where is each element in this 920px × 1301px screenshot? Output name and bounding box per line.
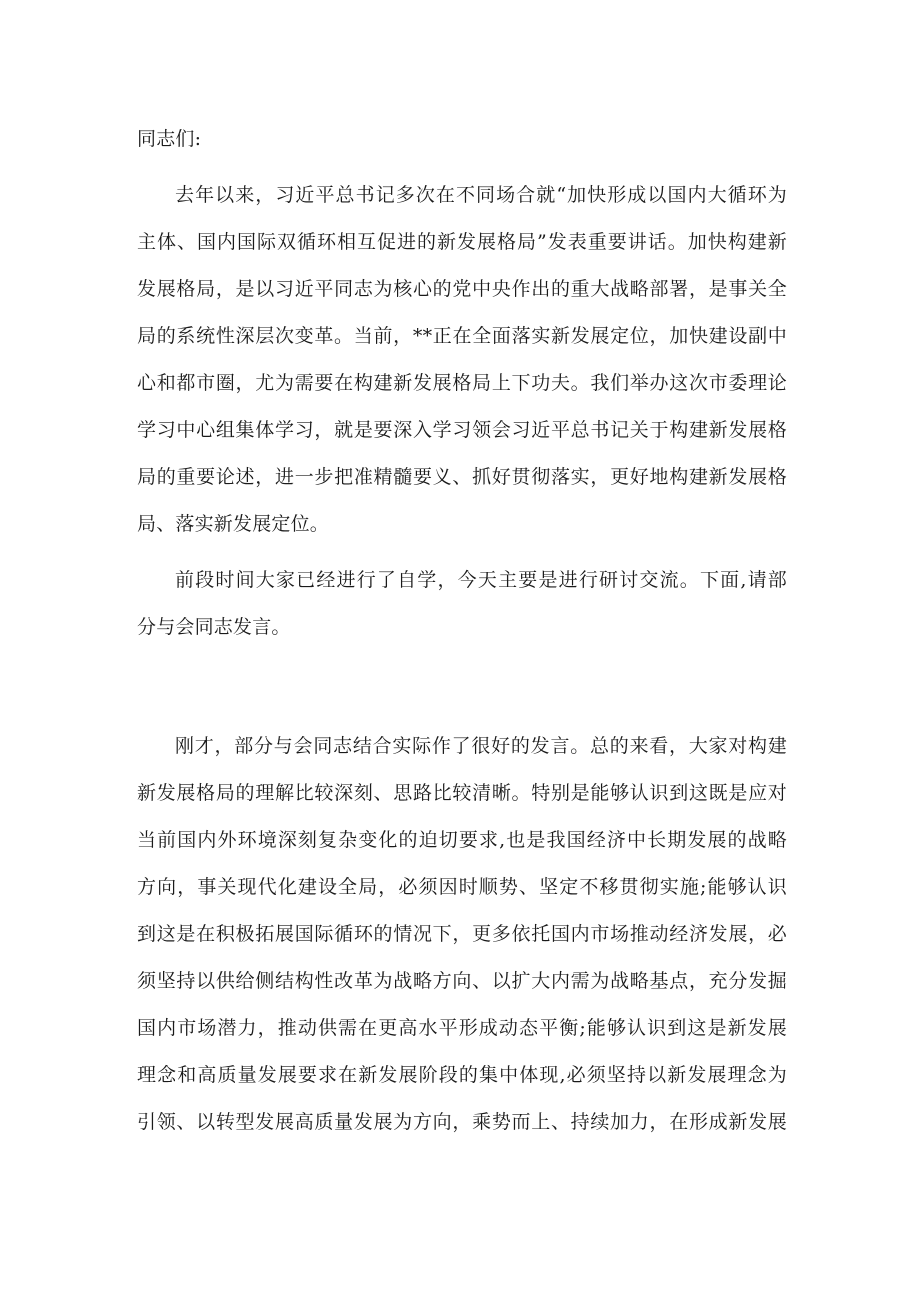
paragraph-line: 刚才，部分与会同志结合实际作了很好的发言。总的来看，大家对构建	[175, 735, 787, 757]
salutation: 同志们:	[137, 128, 202, 150]
paragraph-line: 主体、国内国际双循环相互促进的新发展格局”发表重要讲话。加快构建新	[137, 231, 787, 253]
paragraph-line: 到这是在积极拓展国际循环的情况下，更多依托国内市场推动经济发展，必	[137, 923, 787, 945]
paragraph-line: 国内市场潜力，推动供需在更高水平形成动态平衡;能够认识到这是新发展	[137, 1017, 787, 1039]
paragraph-line: 去年以来，习近平总书记多次在不同场合就“加快形成以国内大循环为	[175, 184, 787, 206]
paragraph-line: 新发展格局的理解比较深刻、思路比较清晰。特别是能够认识到这既是应对	[137, 782, 787, 804]
document-page	[137, 116, 787, 1146]
paragraph-line: 须坚持以供给侧结构性改革为战略方向、以扩大内需为战略基点，充分发掘	[137, 970, 787, 992]
paragraph-line: 心和都市圈，尤为需要在构建新发展格局上下功夫。我们举办这次市委理论	[137, 372, 787, 394]
paragraph-discussion-intro	[137, 557, 787, 651]
paragraph-line: 方向，事关现代化建设全局，必须因时顺势、坚定不移贯彻实施;能够认识	[137, 876, 787, 898]
paragraph-line: 局、落实新发展定位。	[137, 513, 330, 535]
paragraph-line: 发展格局，是以习近平同志为核心的党中央作出的重大战略部署，是事关全	[137, 278, 787, 300]
paragraph-line: 分与会同志发言。	[137, 616, 291, 638]
paragraph-line: 前段时间大家已经进行了自学，今天主要是进行研讨交流。下面,请部	[175, 569, 787, 591]
paragraph-line: 学习中心组集体学习，就是要深入学习领会习近平总书记关于构建新发展格	[137, 419, 787, 441]
paragraph-summary	[137, 723, 787, 1146]
paragraph-line: 理念和高质量发展要求在新发展阶段的集中体现,必须坚持以新发展理念为	[137, 1064, 787, 1086]
paragraph-line: 引领、以转型发展高质量发展为方向，乘势而上、持续加力，在形成新发展	[137, 1111, 787, 1133]
paragraph-line: 局的重要论述，进一步把准精髓要义、抓好贯彻落实，更好地构建新发展格	[137, 466, 787, 488]
paragraph-line: 当前国内外环境深刻复杂变化的迫切要求,也是我国经济中长期发展的战略	[137, 829, 787, 851]
paragraph-opening-remarks	[137, 172, 787, 548]
paragraph-line: 局的系统性深层次变革。当前，**正在全面落实新发展定位，加快建设副中	[137, 325, 787, 347]
